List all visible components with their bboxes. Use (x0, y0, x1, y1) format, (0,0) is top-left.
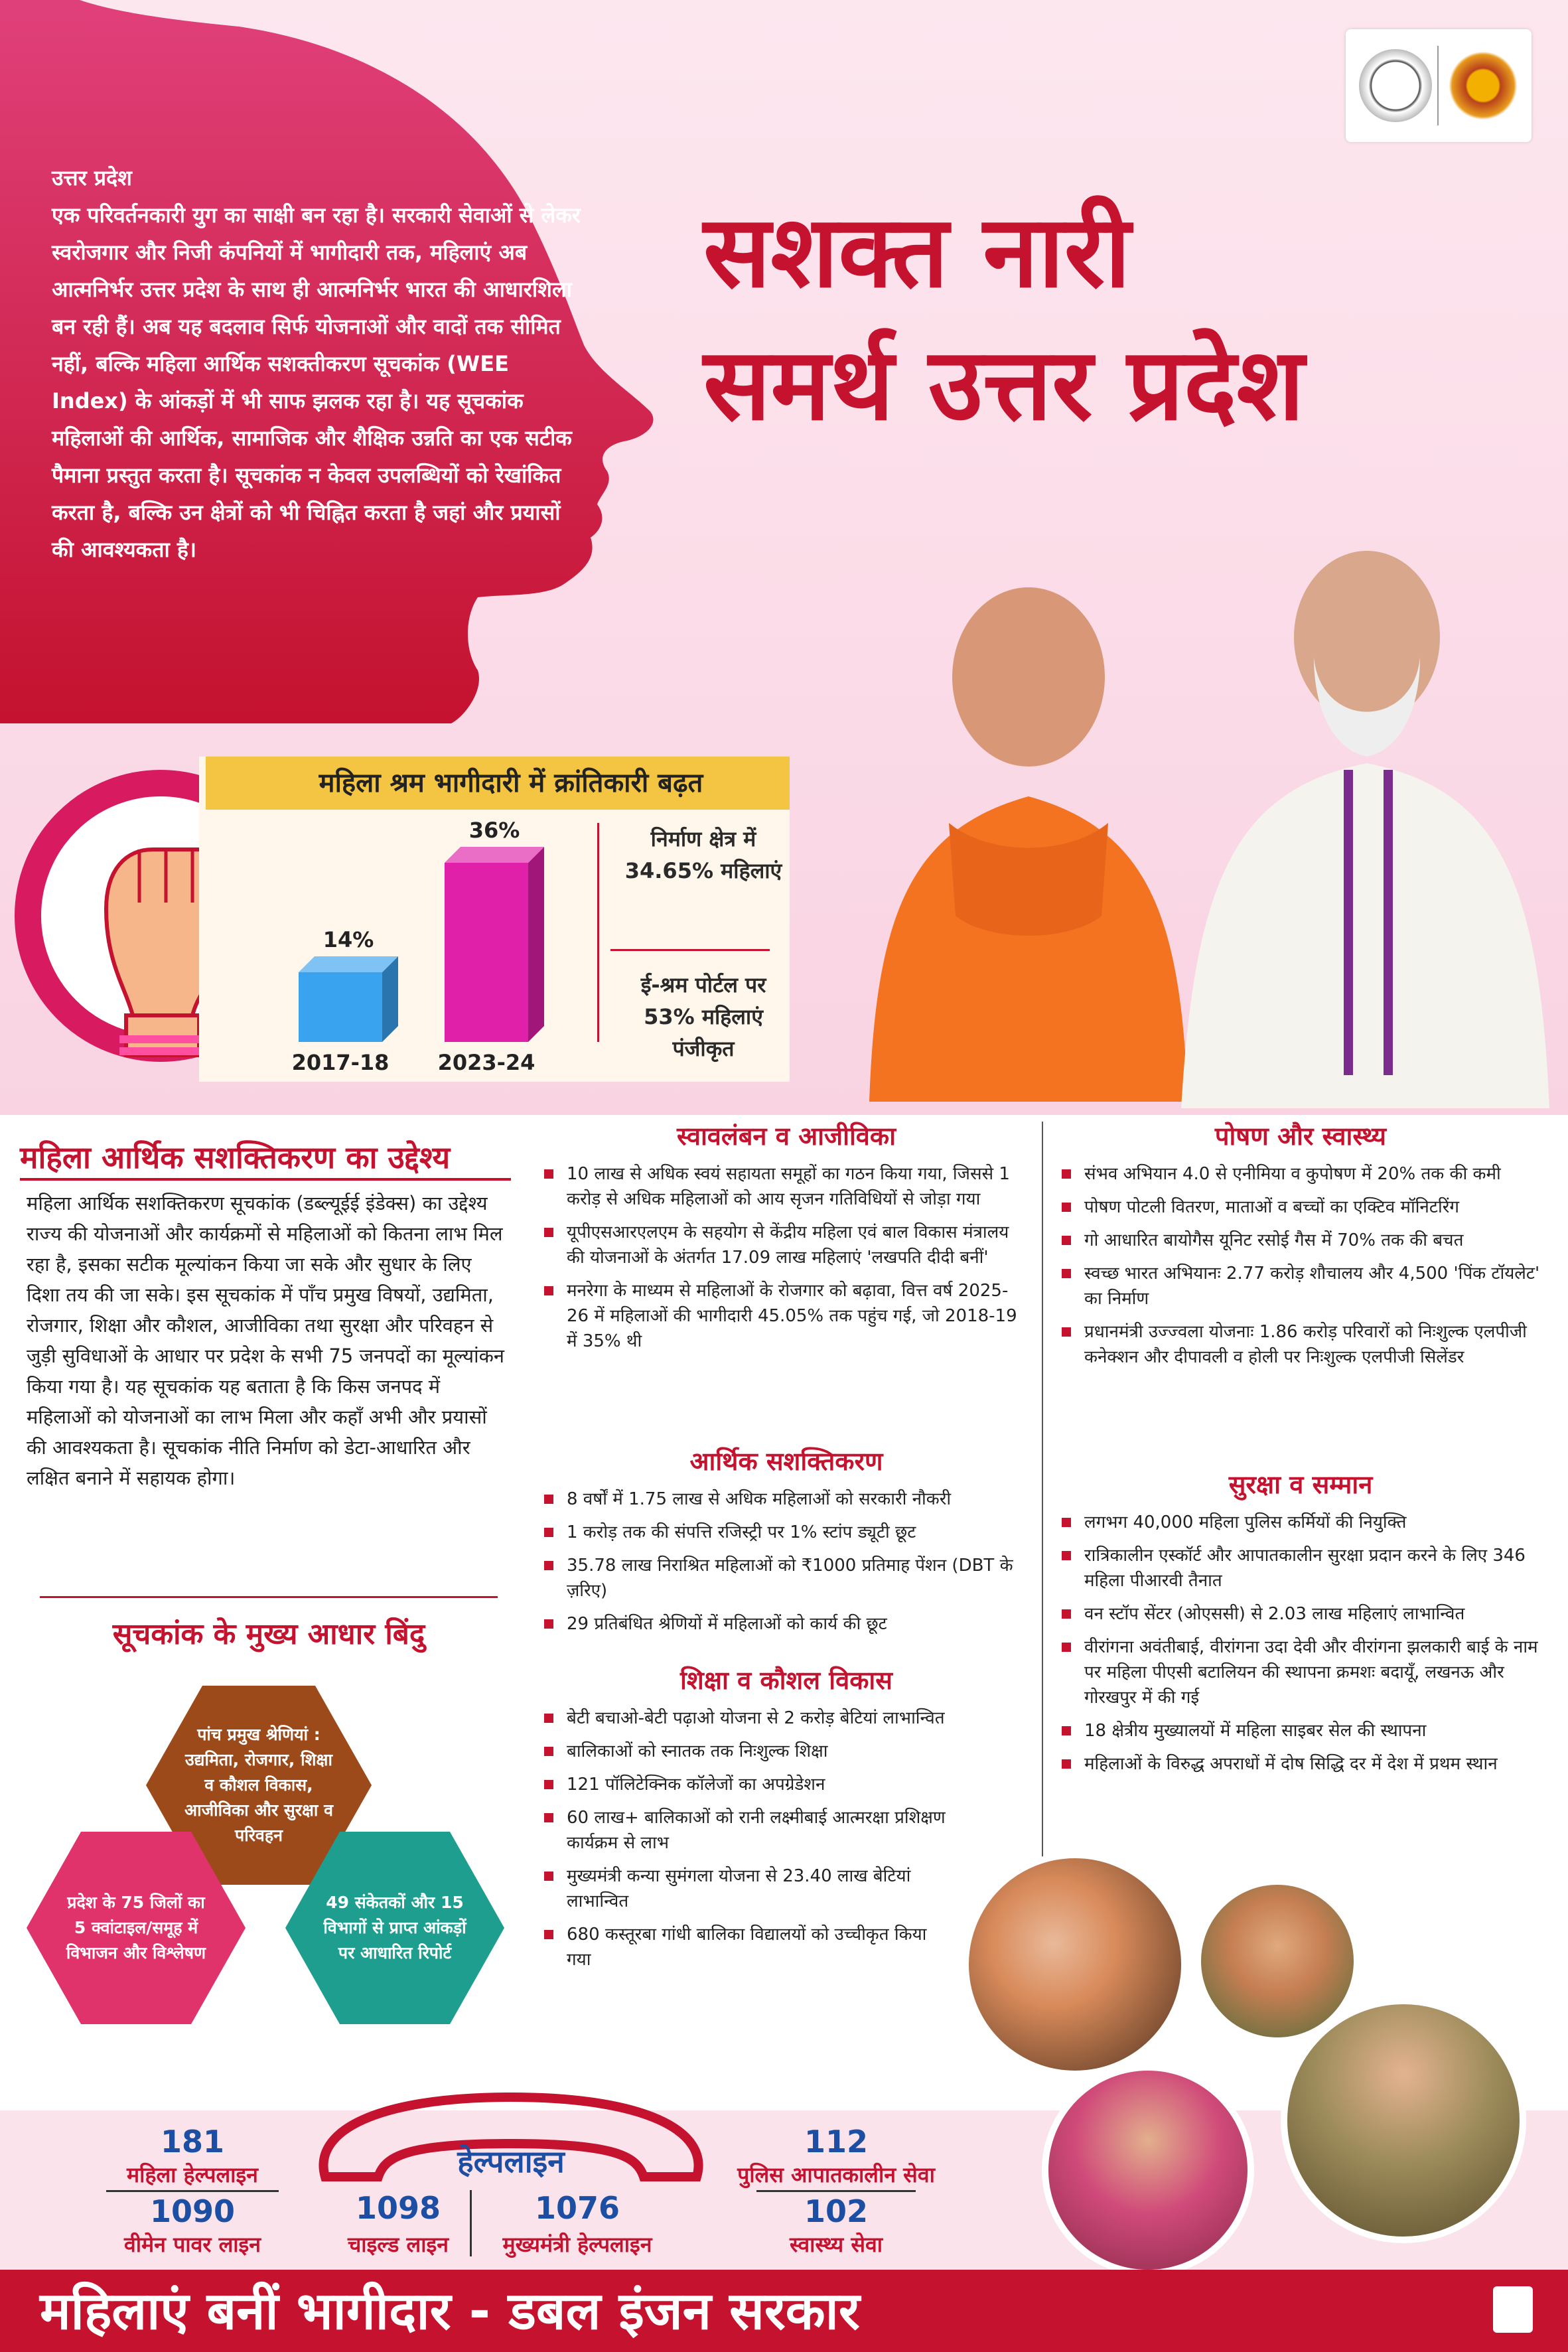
helpline-number: 112 (804, 2124, 869, 2160)
list-item: मुख्यमंत्री कन्या सुमंगला योजना से 23.40 लाख बेटियां लाभान्वित (544, 1864, 956, 1914)
economic-list (544, 1487, 1029, 1645)
helpline-label: स्वास्थ्य सेवा (789, 2232, 883, 2257)
footer-slogan: महिलाएं बनीं भागीदार - डबल इंजन सरकार (40, 2282, 860, 2341)
page-title-line2: समर्थ उत्तर प्रदेश (703, 327, 1305, 443)
list-item: मनरेगा के माध्यम से महिलाओं के रोजगार को बढ़ावा, वित्त वर्ष 2025-26 में महिलाओं की भागीदारी 45.05% तक पहुंच गई, जो 2018-19 में 35% थी (544, 1278, 1029, 1354)
objective-text: महिला आर्थिक सशक्तिकरण सूचकांक (डब्ल्यूईई इंडेक्स) का उद्देश्य राज्य की योजनाओं और कार्यक्रमों से महिलाओं को कितना लाभ मिल रहा है, इसका सटीक मूल्यांकन किया जा सके और सुधार के लिए दिशा तय की जा सके। इस सूचकांक में पाँच प्रमुख विषयों, उद्यमिता, रोजगार, शिक्षा और कौशल, आजीविका तथा सुरक्षा और परिवहन से जुड़ी सुविधाओं के आधार पर प्रदेश के सभी 75 जनपदों का मूल्यांकन किया गया है। यह सूचकांक यह बताता है कि किस जनपद में महिलाओं को योजनाओं का लाभ मिला और कहाँ अभी और प्रयासों की आवश्यकता है। सूचकांक नीति निर्माण को डेटा-आधारित और लक्षित बनाने में सहायक होगा। (27, 1192, 504, 1489)
helpline-number: 1090 (149, 2193, 236, 2229)
list-item: 680 कस्तूरबा गांधी बालिका विद्यालयों को उच्चीकृत किया गया (544, 1922, 956, 1972)
up-govt-emblem-logo (1359, 49, 1432, 122)
logo-divider (1437, 46, 1439, 125)
side-divider (610, 949, 770, 951)
objective-title: महिला आर्थिक सशक्तिकरण का उद्देश्य (20, 1139, 451, 1175)
bar-side-2023-24 (528, 847, 544, 1042)
list-item: महिलाओं के विरुद्ध अपराधों में दोष सिद्धि दर में देश में प्रथम स्थान (1062, 1751, 1546, 1777)
list-item: 121 पॉलिटेक्निक कॉलेजों का अपग्रेडेशन (544, 1772, 956, 1797)
list-item: 60 लाख+ बालिकाओं को रानी लक्ष्मीबाई आत्मरक्षा प्रशिक्षण कार्यक्रम से लाभ (544, 1805, 956, 1856)
list-item: गो आधारित बायोगैस यूनिट रसोई गैस में 70% तक की बचत (1062, 1228, 1546, 1253)
bar-top-2023-24 (445, 847, 544, 863)
intro-text: उत्तर प्रदेश एक परिवर्तनकारी युग का साक्षी बन रहा है। सरकारी सेवाओं से लेकर स्वरोजगार और निजी कंपनियों में भागीदारी तक, महिलाएं अब आत्मनिर्भर उत्तर प्रदेश के साथ ही आत्मनिर्भर भारत की आधारशिला बन रही हैं। अब यह बदलाव सिर्फ योजनाओं और वादों तक सीमित नहीं, बल्कि महिला आर्थिक सशक्तीकरण सूचकांक (WEE Index) के आंकड़ों में भी साफ झलक रहा है। यह सूचकांक महिलाओं की आर्थिक, सामाजिक और शैक्षिक उन्नति का एक सटीक पैमाना प्रस्तुत करता है। सूचकांक न केवल उपलब्धियों को रेखांकित करता है, बल्कि उन क्षेत्रों को भी चिह्नित करता है जहां और प्रयासों की आवश्यकता है। (52, 165, 581, 562)
list-item: संभव अभियान 4.0 से एनीमिया व कुपोषण में 20% तक की कमी (1062, 1161, 1546, 1187)
bar-2017-18 (299, 972, 382, 1042)
list-item: रात्रिकालीन एस्कॉर्ट और आपातकालीन सुरक्षा प्रदान करने के लिए 346 महिला पीआरवी तैनात (1062, 1543, 1546, 1593)
side-vertical-line (597, 823, 599, 1042)
hexagon-right-text: 49 संकेतकों और 15 विभागों से प्राप्त आंकड़ों पर आधारित रिपोर्ट (323, 1893, 466, 1962)
basis-rule (40, 1596, 498, 1598)
helpline-number: 102 (804, 2193, 869, 2229)
bar-2023-24 (445, 863, 528, 1042)
eshram-stat: ई-श्रम पोर्टल पर 53% महिलाएं पंजीकृत (640, 972, 766, 1061)
emblem-logo (1447, 49, 1520, 122)
list-item: प्रधानमंत्री उज्ज्वला योजनाः 1.86 करोड़ परिवारों को निःशुल्क एलपीजी कनेक्शन और दीपावली व होली पर निःशुल्क एलपीजी सिलेंडर (1062, 1319, 1546, 1370)
page-title-line1: सशक्त नारी (703, 194, 1131, 310)
helpline-number: 1098 (355, 2190, 441, 2226)
helpline-separator (106, 2190, 279, 2192)
list-item: 18 क्षेत्रीय मुख्यालयों में महिला साइबर सेल की स्थापना (1062, 1718, 1546, 1743)
leader-photo-white (1168, 511, 1559, 1108)
health-title: पोषण और स्वास्थ्य (1214, 1122, 1387, 1151)
photo-woman-lpg (1042, 2064, 1254, 2276)
helpline-label: पुलिस आपातकालीन सेवा (737, 2162, 935, 2187)
bar-category-label: 2023-24 (437, 1050, 535, 1075)
list-item: बेटी बचाओ-बेटी पढ़ाओ योजना से 2 करोड़ बेटियां लाभान्वित (544, 1706, 956, 1731)
basis-title: सूचकांक के मुख्य आधार बिंदु (112, 1617, 425, 1651)
labour-title: महिला श्रम भागीदारी में क्रांतिकारी बढ़त (319, 768, 703, 798)
livelihood-list (544, 1161, 1029, 1362)
list-item: 10 लाख से अधिक स्वयं सहायता समूहों का गठन किया गया, जिससे 1 करोड़ से अधिक महिलाओं को आय सृजन गतिविधियों से जोड़ा गया (544, 1161, 1029, 1212)
hexagon-left-text: प्रदेश के 75 जिलों का 5 क्वांटाइल/समूह में विभाजन और विश्लेषण (66, 1893, 206, 1962)
photo-police-woman (1281, 1998, 1526, 2243)
helpline-label: मुख्यमंत्री हेल्पलाइन (502, 2232, 652, 2257)
bar-category-label: 2017-18 (291, 1050, 390, 1075)
objective-rule (20, 1178, 511, 1181)
list-item: वन स्टॉप सेंटर (ओएससी) से 2.03 लाख महिलाएं लाभान्वित (1062, 1601, 1546, 1627)
list-item: पोषण पोटली वितरण, माताओं व बच्चों का एक्टिव मॉनिटरिंग (1062, 1195, 1546, 1220)
footer-logo-icon (1493, 2286, 1533, 2333)
construction-stat: निर्माण क्षेत्र में 34.65% महिलाएं (624, 826, 782, 883)
health-list (1062, 1161, 1546, 1378)
economic-title: आर्थिक सशक्तिकरण (689, 1447, 883, 1476)
list-item: 35.78 लाख निराश्रित महिलाओं को ₹1000 प्रतिमाह पेंशन (DBT के ज़रिए) (544, 1553, 1029, 1603)
helpline-title: हेल्पलाइन (457, 2144, 565, 2179)
livelihood-title: स्वावलंबन व आजीविका (677, 1122, 896, 1151)
list-item: लगभग 40,000 महिला पुलिस कर्मियों की नियुक्ति (1062, 1510, 1546, 1535)
helpline-number: 1076 (534, 2190, 620, 2226)
education-title: शिक्षा व कौशल विकास (680, 1666, 892, 1695)
bar-top-2017-18 (299, 956, 398, 972)
leader-photo-saffron (856, 544, 1201, 1102)
list-item: यूपीएसआरएलएम के सहयोग से केंद्रीय महिला एवं बाल विकास मंत्रालय की योजनाओं के अंतर्गत 17.09 लाख महिलाएं 'लखपति दीदी बनीं' (544, 1220, 1029, 1270)
safety-list (1062, 1510, 1546, 1785)
column-divider (1042, 1122, 1043, 1858)
list-item: स्वच्छ भारत अभियानः 2.77 करोड़ शौचालय और 4,500 'पिंक टॉयलेट' का निर्माण (1062, 1261, 1546, 1311)
hexagon-right (285, 1832, 504, 2024)
bar-value-label: 36% (468, 818, 520, 843)
list-item: 29 प्रतिबंधित श्रेणियों में महिलाओं को कार्य की छूट (544, 1611, 1029, 1637)
photo-mother-child (962, 1852, 1188, 2077)
safety-title: सुरक्षा व सम्मान (1228, 1470, 1373, 1499)
list-item: बालिकाओं को स्नातक तक निःशुल्क शिक्षा (544, 1739, 956, 1764)
labour-bar-chart (279, 816, 597, 1082)
list-item: 1 करोड़ तक की संपत्ति रजिस्ट्री पर 1% स्टांप ड्यूटी छूट (544, 1520, 1029, 1545)
list-item: वीरांगना अवंतीबाई, वीरांगना उदा देवी और वीरांगना झलकारी बाई के नाम पर महिला पीएसी बटालियन की स्थापना क्रमशः बदायूँ, लखनऊ और गोरखपुर में की गई (1062, 1635, 1546, 1710)
education-list (544, 1706, 956, 1980)
helpline-label: चाइल्ड लाइन (347, 2232, 449, 2257)
helpline-number: 181 (160, 2124, 225, 2160)
helpline-label: वीमेन पावर लाइन (123, 2232, 261, 2257)
logo-panel (1346, 29, 1532, 142)
helpline-label: महिला हेल्पलाइन (127, 2162, 258, 2187)
bar-value-label: 14% (322, 927, 374, 952)
hexagon-top-text: पांच प्रमुख श्रेणियां : उद्यमिता, रोजगार, शिक्षा व कौशल विकास, आजीविका और सुरक्षा व परिवहन (184, 1725, 333, 1845)
hexagon-left (27, 1832, 246, 2024)
helpline-separator (756, 2190, 916, 2192)
list-item: 8 वर्षों में 1.75 लाख से अधिक महिलाओं को सरकारी नौकरी (544, 1487, 1029, 1512)
